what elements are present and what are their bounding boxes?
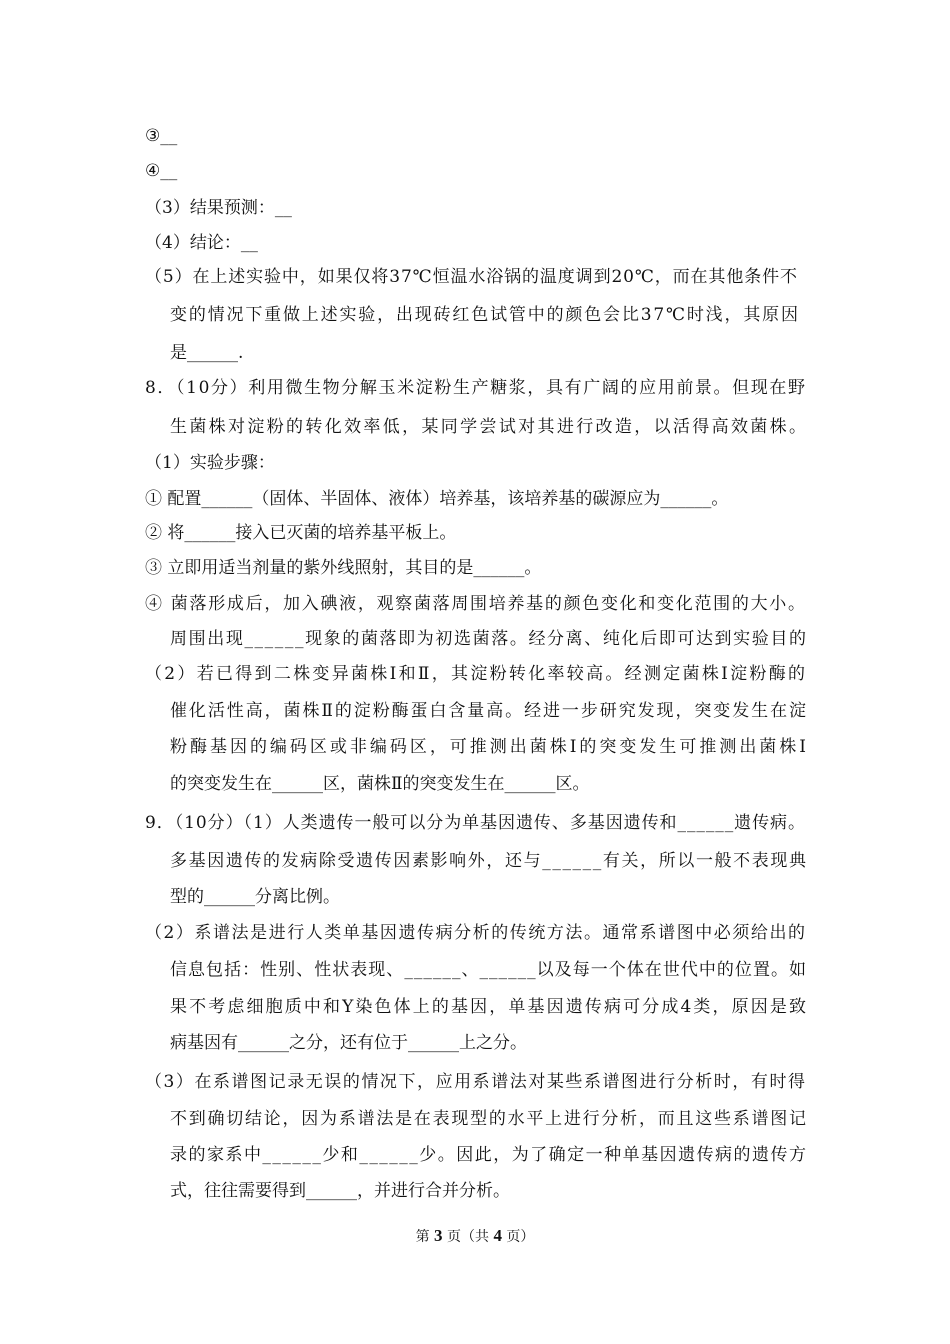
text-line: 是______.: [170, 343, 244, 363]
current-page-number: 3: [434, 1226, 443, 1245]
text-line: 生菌株对淀粉的转化效率低，某同学尝试对其进行改造，以活得高效菌株。: [170, 417, 809, 437]
text-line: （2）系谱法是进行人类单基因遗传病分析的传统方法。通常系谱图中必须给出的: [145, 923, 807, 943]
text-line: 信息包括：性别、性状表现、______、______以及每一个体在世代中的位置。如: [170, 960, 808, 980]
text-line: （1）实验步骤：: [145, 453, 275, 473]
text-line: （5）在上述实验中，如果仅将37℃恒温水浴锅的温度调到20℃，而在其他条件不: [145, 267, 798, 287]
text-line: ③__: [145, 126, 178, 146]
footer-prefix: 第: [415, 1229, 435, 1245]
text-line: 变的情况下重做上述实验，出现砖红色试管中的颜色会比37℃时浅，其原因: [170, 305, 800, 325]
text-line: ③ 立即用适当剂量的紫外线照射，其目的是______。: [145, 558, 542, 578]
text-line: （3）在系谱图记录无误的情况下，应用系谱法对某些系谱图进行分析时，有时得: [145, 1072, 807, 1092]
text-line: ① 配置______（固体、半固体、液体）培养基，该培养基的碳源应为______。: [145, 489, 729, 509]
text-line: 8．（10分）利用微生物分解玉米淀粉生产糖浆，具有广阔的应用前景。但现在野: [145, 378, 807, 398]
text-line: （3）结果预测：__: [145, 198, 292, 218]
text-line: 粉酶基因的编码区或非编码区，可推测出菌株Ⅰ的突变发生可推测出菌株Ⅰ: [170, 737, 809, 757]
text-line: ② 将______接入已灭菌的培养基平板上。: [145, 523, 457, 543]
text-line: 果不考虑细胞质中和Y染色体上的基因，单基因遗传病可分成4类，原因是致: [170, 997, 809, 1017]
text-line: 不到确切结论，因为系谱法是在表现型的水平上进行分析，而且这些系谱图记: [170, 1109, 808, 1129]
footer-suffix: 页）: [501, 1229, 535, 1245]
text-line: 多基因遗传的发病除受遗传因素影响外，还与______有关，所以一般不表现典: [170, 851, 808, 871]
text-line: 病基因有______之分，还有位于______上之分。: [170, 1033, 527, 1053]
text-line: 周围出现______现象的菌落即为初选菌落。经分离、纯化后即可达到实验目的: [170, 629, 808, 649]
text-line: （2）若已得到二株变异菌株Ⅰ和Ⅱ，其淀粉转化率较高。经测定菌株Ⅰ淀粉酶的: [145, 664, 808, 684]
text-line: ④__: [145, 161, 178, 181]
text-line: 录的家系中______少和______少。因此，为了确定一种单基因遗传病的遗传方: [170, 1145, 808, 1165]
text-line: 9．（10分）（1）人类遗传一般可以分为单基因遗传、多基因遗传和______遗传病。: [145, 813, 806, 833]
text-line: 型的______分离比例。: [170, 887, 340, 907]
text-line: （4）结论：__: [145, 233, 258, 253]
total-page-number: 4: [493, 1226, 502, 1245]
text-line: ④ 菌落形成后，加入碘液，观察菌落周围培养基的颜色变化和变化范围的大小。: [145, 594, 807, 614]
footer-middle: 页（共: [442, 1229, 494, 1245]
page-footer: [0, 1226, 950, 1247]
text-line: 式，往往需要得到______，并进行合并分析。: [170, 1181, 510, 1201]
text-line: 催化活性高，菌株Ⅱ的淀粉酶蛋白含量高。经进一步研究发现，突变发生在淀: [170, 701, 808, 721]
text-line: 的突变发生在______区，菌株Ⅱ的突变发生在______区。: [170, 774, 590, 794]
